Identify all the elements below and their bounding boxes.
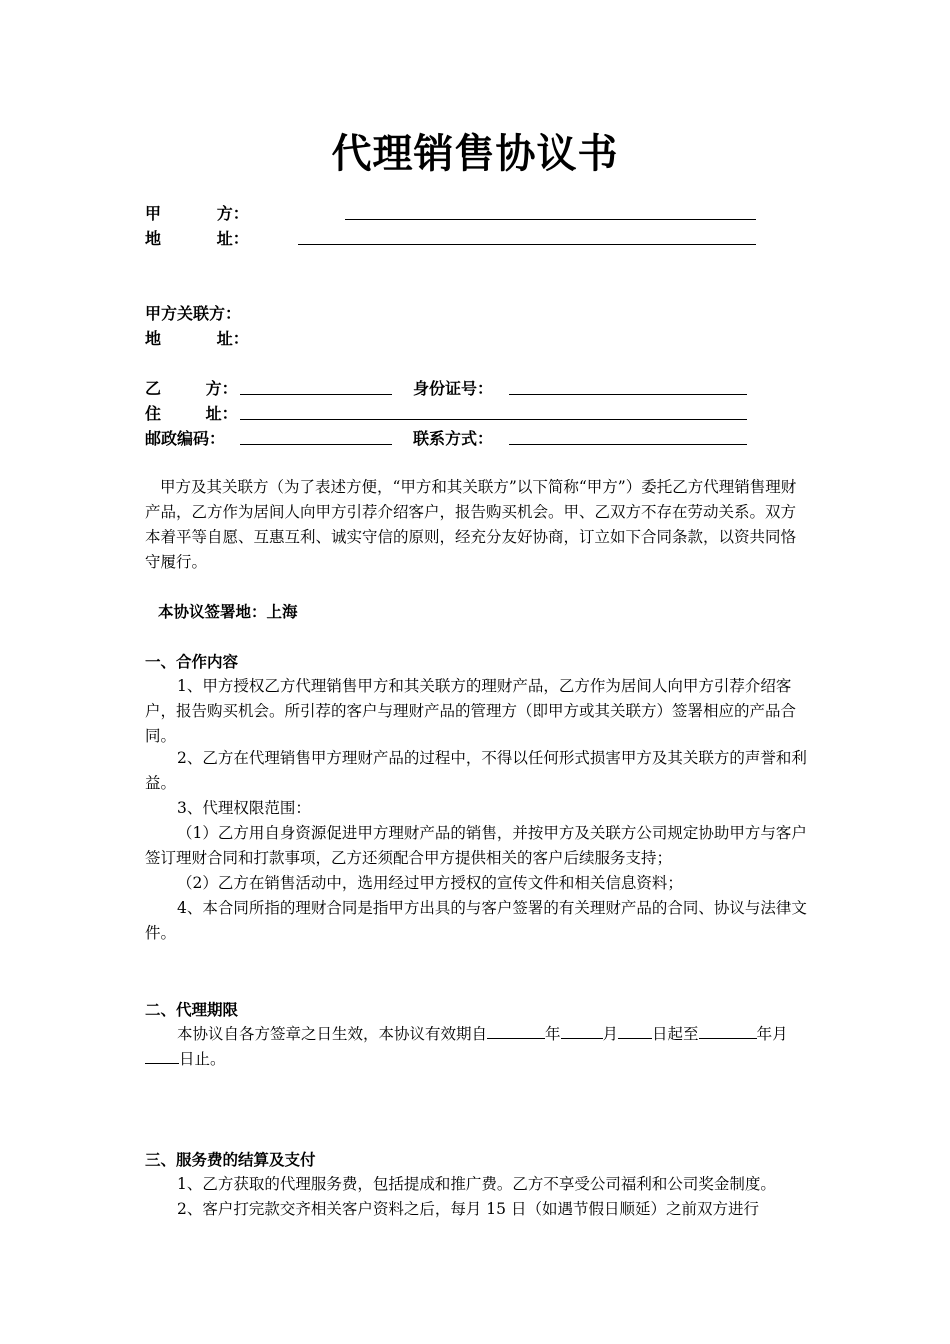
term-end-year-label: 年 <box>756 1025 773 1043</box>
term-until-label: 日起至 <box>652 1025 699 1043</box>
section1-item3b: （2）乙方在销售活动中，选用经过甲方授权的宣传文件和相关信息资料； <box>177 874 683 892</box>
party-a-address-row <box>145 227 249 251</box>
section1-heading: 一、合作内容 <box>145 652 239 671</box>
document-title: 代理销售协议书 <box>331 130 619 177</box>
party-a-name-label: 甲 方： <box>145 204 249 223</box>
section1-item4: 4、本合同所指的理财合同是指甲方出具的与客户签署的有关理财产品的合同、协议与法律文件。 <box>145 899 807 942</box>
party-b-name-blank[interactable] <box>240 378 392 395</box>
party-a-address-label: 地 址： <box>145 229 249 248</box>
term-text-start: 本协议自各方签章之日生效，本协议有效期自 <box>177 1025 488 1043</box>
term-end-month-label: 月 <box>772 1025 788 1043</box>
section3-item1: 1、乙方获取的代理服务费，包括提成和推广费。乙方不享受公司福利和公司奖金制度。 <box>177 1175 776 1193</box>
term-year-label: 年 <box>545 1025 561 1043</box>
section2-heading: 二、代理期限 <box>145 1000 239 1019</box>
party-b-contact-label: 联系方式： <box>413 429 494 448</box>
signing-place: 本协议签署地：上海 <box>158 602 298 621</box>
section1-item3: 3、代理权限范围： <box>177 799 311 817</box>
party-b-address-label: 住 址： <box>145 404 238 423</box>
section1-item1: 1、甲方授权乙方代理销售甲方和其关联方的理财产品，乙方作为居间人向甲方引荐介绍客户，报告购买机会。所引荐的客户与理财产品的管理方（即甲方或其关联方）签署相应的产品合同。 <box>145 677 797 745</box>
party-a-affiliate-address-label: 地 址： <box>145 329 249 348</box>
start-year-blank[interactable] <box>487 1023 545 1039</box>
end-day-blank[interactable] <box>145 1048 179 1064</box>
party-b-address-blank[interactable] <box>240 403 747 420</box>
party-b-name-label: 乙 方： <box>145 379 238 398</box>
party-b-id-blank[interactable] <box>509 378 747 395</box>
intro-paragraph: 甲方及其关联方（为了表述方便，“甲方和其关联方”以下简称“甲方”）委托乙方代理销售理财产品，乙方作为居间人向甲方引荐介绍客户，报告购买机会。甲、乙双方不存在劳动关系。双方本着平等自愿、互惠互利、诚实守信的原则，经充分友好协商，订立如下合同条款，以资共同恪守履行。 <box>145 478 797 571</box>
party-a-name-row <box>145 202 249 226</box>
party-b-id-label: 身份证号： <box>413 379 494 398</box>
start-month-blank[interactable] <box>561 1023 603 1039</box>
party-a-name-blank[interactable] <box>345 203 756 220</box>
party-a-address-blank[interactable] <box>298 228 756 245</box>
section3-heading: 三、服务费的结算及支付 <box>145 1150 316 1169</box>
start-day-blank[interactable] <box>618 1023 652 1039</box>
section2-text <box>145 1022 810 1072</box>
term-month-label: 月 <box>602 1025 619 1043</box>
section1-item2: 2、乙方在代理销售甲方理财产品的过程中，不得以任何形式损害甲方及其关联方的声誉和利益。 <box>145 749 807 792</box>
party-b-postcode-label: 邮政编码： <box>145 429 226 448</box>
end-year-blank[interactable] <box>699 1023 757 1039</box>
section1-item3a: （1）乙方用自身资源促进甲方理财产品的销售，并按甲方及关联方公司规定协助甲方与客户签订理财合同和打款事项，乙方还须配合甲方提供相关的客户后续服务支持； <box>145 824 807 867</box>
party-a-affiliate-label: 甲方关联方： <box>145 304 242 323</box>
term-end-label: 日止。 <box>179 1050 226 1068</box>
section3-item2: 2、客户打完款交齐相关客户资料之后，每月 15 日（如遇节假日顺延）之前双方进行 <box>177 1200 759 1218</box>
party-b-contact-blank[interactable] <box>509 428 747 445</box>
party-b-postcode-blank[interactable] <box>240 428 392 445</box>
